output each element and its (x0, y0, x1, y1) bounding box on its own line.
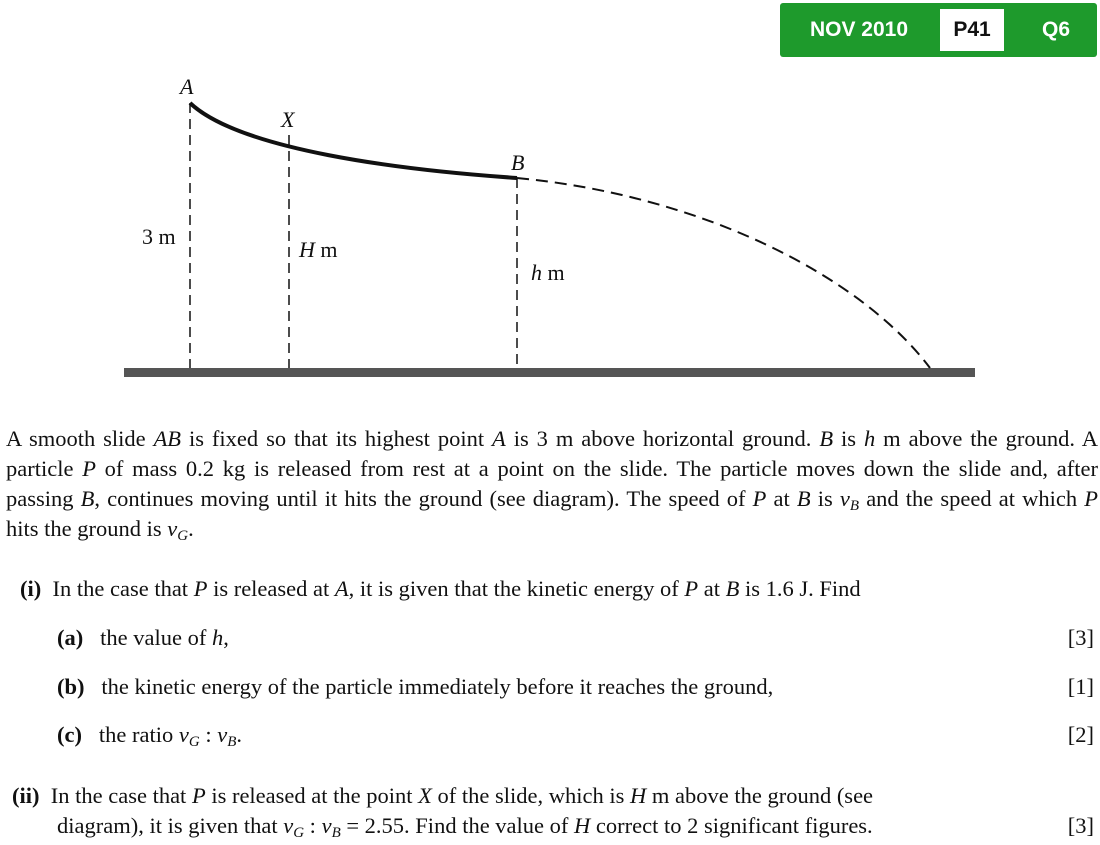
ground-line (124, 368, 975, 377)
slide-diagram (0, 60, 1100, 390)
point-b-label: B (511, 150, 525, 175)
part-ii-line-2: diagram), it is given that $v_G$ : $v_B = 2.55$. Find the value of H correct to 2 significant figures. (57, 813, 873, 841)
exam-reference-badge (780, 3, 1097, 57)
part-a-marks: [3] (1067, 625, 1094, 650)
part-a: (a) the value of h, (57, 625, 229, 650)
part-c-marks: [2] (1067, 722, 1094, 747)
exam-session: NOV 2010 (809, 18, 909, 41)
part-ii-marks: [3] (1067, 813, 1094, 838)
part-i-stem: (i) In the case that P is released at A, it is given that the kinetic energy of P at B is 1.6 J. Find (20, 576, 861, 601)
point-x-label: X (281, 107, 295, 132)
question-number: Q6 (1041, 18, 1070, 41)
slide-curve (190, 103, 517, 178)
question-intro: A smooth slide AB is fixed so that its highest point A is 3 m above horizontal ground. B is h m above the ground. A particle P of mass 0.2 kg is released from rest at a point on the slide. The particle moves down the slide and, after passing B, continues moving until it hits the ground (see diagram). The speed of P at B is $v_B$ and the speed at which P hits the ground is $v_G$. (6, 426, 1098, 544)
height-3m-label: 3 m (142, 224, 176, 249)
part-c: (c) the ratio $v_G$ : $v_B$. (57, 722, 242, 750)
part-b-marks: [1] (1067, 674, 1094, 699)
part-b: (b) the kinetic energy of the particle immediately before it reaches the ground, (57, 674, 774, 699)
part-ii-line-1: (ii) In the case that P is released at the point X of the slide, which is H m above the ground (see (12, 783, 874, 808)
paper-number: P41 (940, 9, 1004, 51)
trajectory-dashed (517, 178, 930, 368)
point-a-label: A (180, 74, 194, 99)
height-h-upper-label: H m (299, 237, 338, 262)
height-h-lower-label: h m (531, 260, 565, 285)
